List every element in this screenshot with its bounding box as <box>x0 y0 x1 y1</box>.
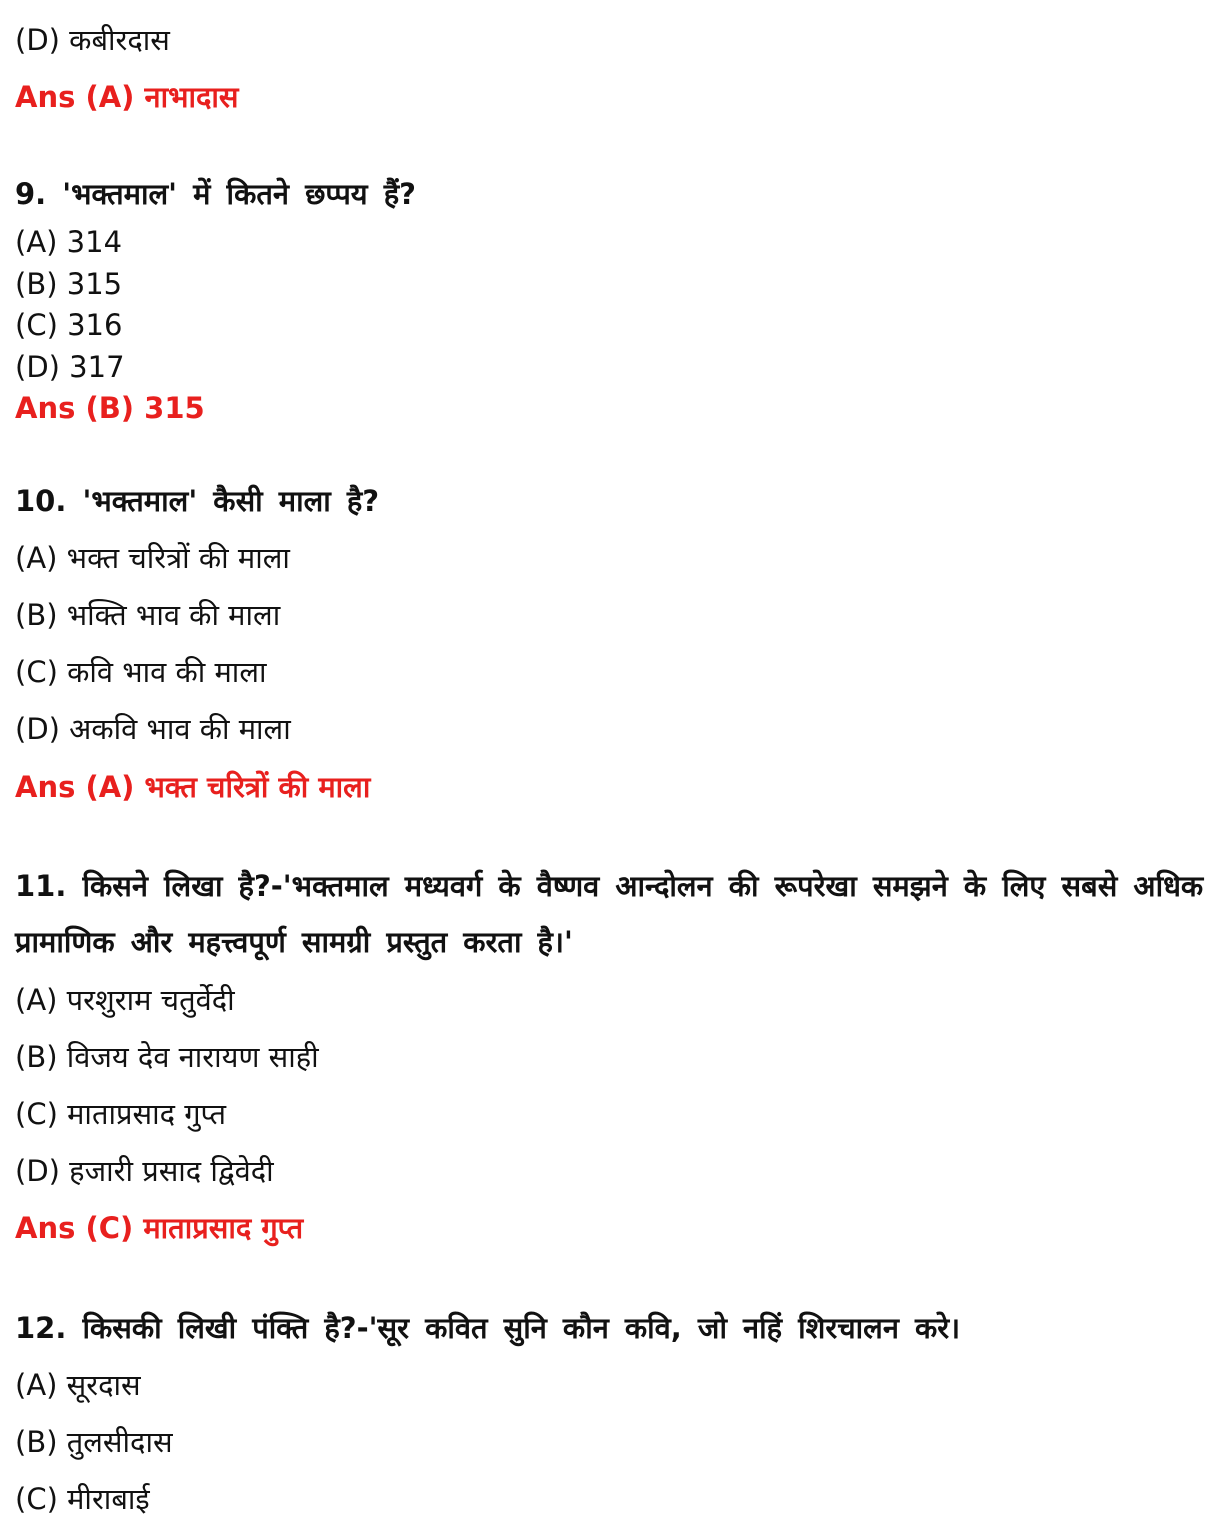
q12-option-b: (B) तुलसीदास <box>15 1425 173 1459</box>
question-12: 12. किसकी लिखी पंक्ति है?-'सूर कवित सुनि कौन कवि, जो नहिं शिरचालन करे। <box>15 1311 961 1345</box>
prev-option-d: (D) कबीरदास <box>15 23 170 57</box>
q12-option-a: (A) सूरदास <box>15 1368 141 1402</box>
prev-answer: Ans (A) नाभादास <box>15 80 239 114</box>
q11-option-d: (D) हजारी प्रसाद द्विवेदी <box>15 1154 274 1188</box>
q11-option-a: (A) परशुराम चतुर्वेदी <box>15 983 235 1017</box>
q11-option-b: (B) विजय देव नारायण साही <box>15 1040 319 1074</box>
question-11: 11. किसने लिखा है?-'भक्तमाल मध्यवर्ग के वैष्णव आन्दोलन की रूपरेखा समझने के लिए सबसे अधिक प्रामाणिक और महत्त्वपूर्ण सामग्री प्रस्तुत करता है।' <box>15 869 1204 959</box>
q9-option-b: (B) 315 <box>15 267 123 301</box>
q9-option-d: (D) 317 <box>15 350 125 384</box>
q10-option-a: (A) भक्त चरित्रों की माला <box>15 541 290 575</box>
q10-option-c: (C) कवि भाव की माला <box>15 655 267 689</box>
q9-option-c: (C) 316 <box>15 308 123 342</box>
q10-option-b: (B) भक्ति भाव की माला <box>15 598 281 632</box>
q10-option-d: (D) अकवि भाव की माला <box>15 712 291 746</box>
q9-answer: Ans (B) 315 <box>15 391 205 425</box>
question-9: 9. 'भक्तमाल' में कितने छप्पय हैं? <box>15 177 416 211</box>
question-10: 10. 'भक्तमाल' कैसी माला है? <box>15 484 380 518</box>
q12-option-c: (C) मीराबाई <box>15 1482 150 1516</box>
q11-answer: Ans (C) माताप्रसाद गुप्त <box>15 1211 304 1245</box>
q11-option-c: (C) माताप्रसाद गुप्त <box>15 1097 227 1131</box>
q10-answer: Ans (A) भक्त चरित्रों की माला <box>15 770 371 804</box>
q9-option-a: (A) 314 <box>15 225 123 259</box>
